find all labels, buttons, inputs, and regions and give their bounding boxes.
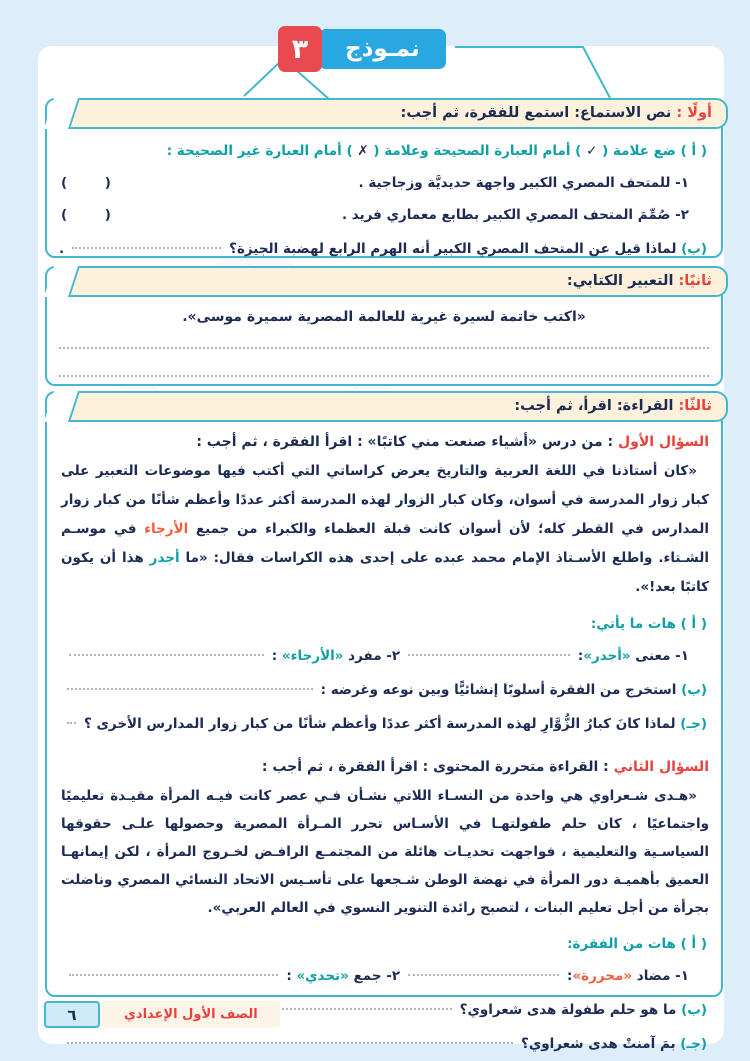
- grade-label: الصف الأول الإعدادي: [102, 1001, 280, 1028]
- q2-part-b: (ب) ما هو حلم طفولة هدى شعراوي؟: [47, 998, 721, 1022]
- answer-blank: [67, 688, 313, 690]
- reading-q1-title: السؤال الأول : من درس «أشياء صنعت مني كاتبًا» : اقرأ الفقرة ، ثم أجب :: [196, 434, 709, 450]
- q1-part-c: (جـ) لماذا كانَ كبارُ الزُّوَّارِ لهذه المدرسة أكثر عددًا وأعظم شأنًا من كبار زوار المدارس الأخرى ؟: [47, 712, 721, 736]
- q2-part-c: (جـ) بمَ آمنتْ هدى شعراوي؟: [47, 1032, 721, 1056]
- q1-sub-items: ١- معنى «أجدر»: ٢- مفرد «الأرجاء» :: [47, 644, 721, 668]
- answer-blank: [67, 1042, 513, 1044]
- q1-part-a: ( أ ) هات ما يأتي:: [590, 616, 707, 632]
- answer-blank: [67, 722, 76, 724]
- question-b: (ب) لماذا قيل عن المتحف المصري الكبير أنه الهرم الرابع لهضبة الجيزة؟ .: [59, 241, 707, 257]
- answer-blank: [408, 654, 570, 656]
- q2-sub-items: ١- مضاد «محررة»: ٢- جمع «تحدي» :: [47, 964, 721, 988]
- header-diagonal-cut: [44, 98, 80, 129]
- answer-parens: ( ): [61, 175, 111, 191]
- tf-item-1: ١- للمتحف المصري الكبير واجهة حديديَّة وزجاجية . ( ): [47, 171, 721, 195]
- model-number: ٣: [278, 26, 322, 72]
- writing-prompt: «اكتب خاتمة لسيرة غيرية للعالمة المصرية سميرة موسى».: [182, 309, 586, 325]
- header-diagonal-cut: [44, 266, 80, 297]
- section-reading-title: ثالثًا: القراءة: اقرأ، ثم أجب:: [63, 391, 728, 422]
- answer-blank: [59, 375, 709, 377]
- page-footer: [44, 1001, 280, 1028]
- answer-parens: ( ): [61, 207, 111, 223]
- section-listening: [45, 98, 723, 258]
- header-diagonal-cut: [44, 391, 80, 422]
- answer-blank: [408, 974, 559, 976]
- model-label: نمـوذج: [319, 29, 446, 69]
- model-badge: [278, 26, 446, 72]
- section-listening-title: أولًا : نص الاستماع: استمع للفقرة، ثم أجب:: [63, 98, 728, 129]
- answer-blank: [72, 247, 221, 249]
- tf-item-2: ٢- صُمِّمَ المتحف المصري الكبير بطابع معماري فريد . ( ): [47, 203, 721, 227]
- page-number: ٦: [44, 1001, 100, 1028]
- reading-q2-title: السؤال الثاني : القراءة متحررة المحتوى : اقرأ الفقرة ، ثم أجب :: [261, 759, 709, 775]
- section-writing-title: ثانيًا: التعبير الكتابي:: [63, 266, 728, 297]
- reading-q1-passage: «كان أستاذنا في اللغة العربية والتاريخ يعرض كراساتي التي أكتب فيها موضوعات التعبير على كبار زوار المدرسة في أسوان، وكان كبار الزوار لهذه المدرسة أكثر عددًا وأعظم شأنًا من كبار زوار المدارس في القطر كله؛ لأن أسوان كانت قبلة العظماء والكبراء من جميع الأرجاء في موسـم الشـتاء. واطلع الأسـتاذ الإمام محمد عبده على إحدى هذه الكراسات فقال: «ما أجدر هذا أن يكون كاتبًا بعد!».: [61, 463, 710, 595]
- reading-q2-passage: «هـدى شـعراوي هي واحدة من النسـاء اللاتي نشـأن فـي عصر كانت فيـه المرأة مقيـدة تعليميًا واجتماعيًا ، كان حلم طفولتهـا في الأسـاس تحرر المـرأة المصرية وحصولها علـى حقوقها السياسـية والتعليمية ، فواجهت تحديـات هائلة من المجتمـع الرافـض لخـروج المرأة ، لكن إيمانهـا العميق بأهميـة دور المرأة في نهضة الوطن شـجعها على تأسـيس الاتحاد النسائي المصري وناضلت بجرأة من أجل تعليم البنات ، لتصبح رائدة التنوير النسوي في العالم العربي».: [61, 788, 709, 916]
- section-writing: [45, 266, 723, 386]
- q1-part-b: (ب) استخرج من الفقرة أسلوبًا إنشائيًّا وبين نوعه وغرضه :: [47, 678, 721, 702]
- q2-part-a: ( أ ) هات من الفقرة:: [567, 936, 707, 952]
- answer-blank: [59, 347, 709, 349]
- answer-blank: [69, 974, 278, 976]
- answer-blank: [69, 654, 264, 656]
- question-a-instruction: ( أ ) ضع علامة ( ✓ ) أمام العبارة الصحيحة وعلامة ( ✗ ) أمام العبارة غير الصحيحة :: [166, 143, 707, 159]
